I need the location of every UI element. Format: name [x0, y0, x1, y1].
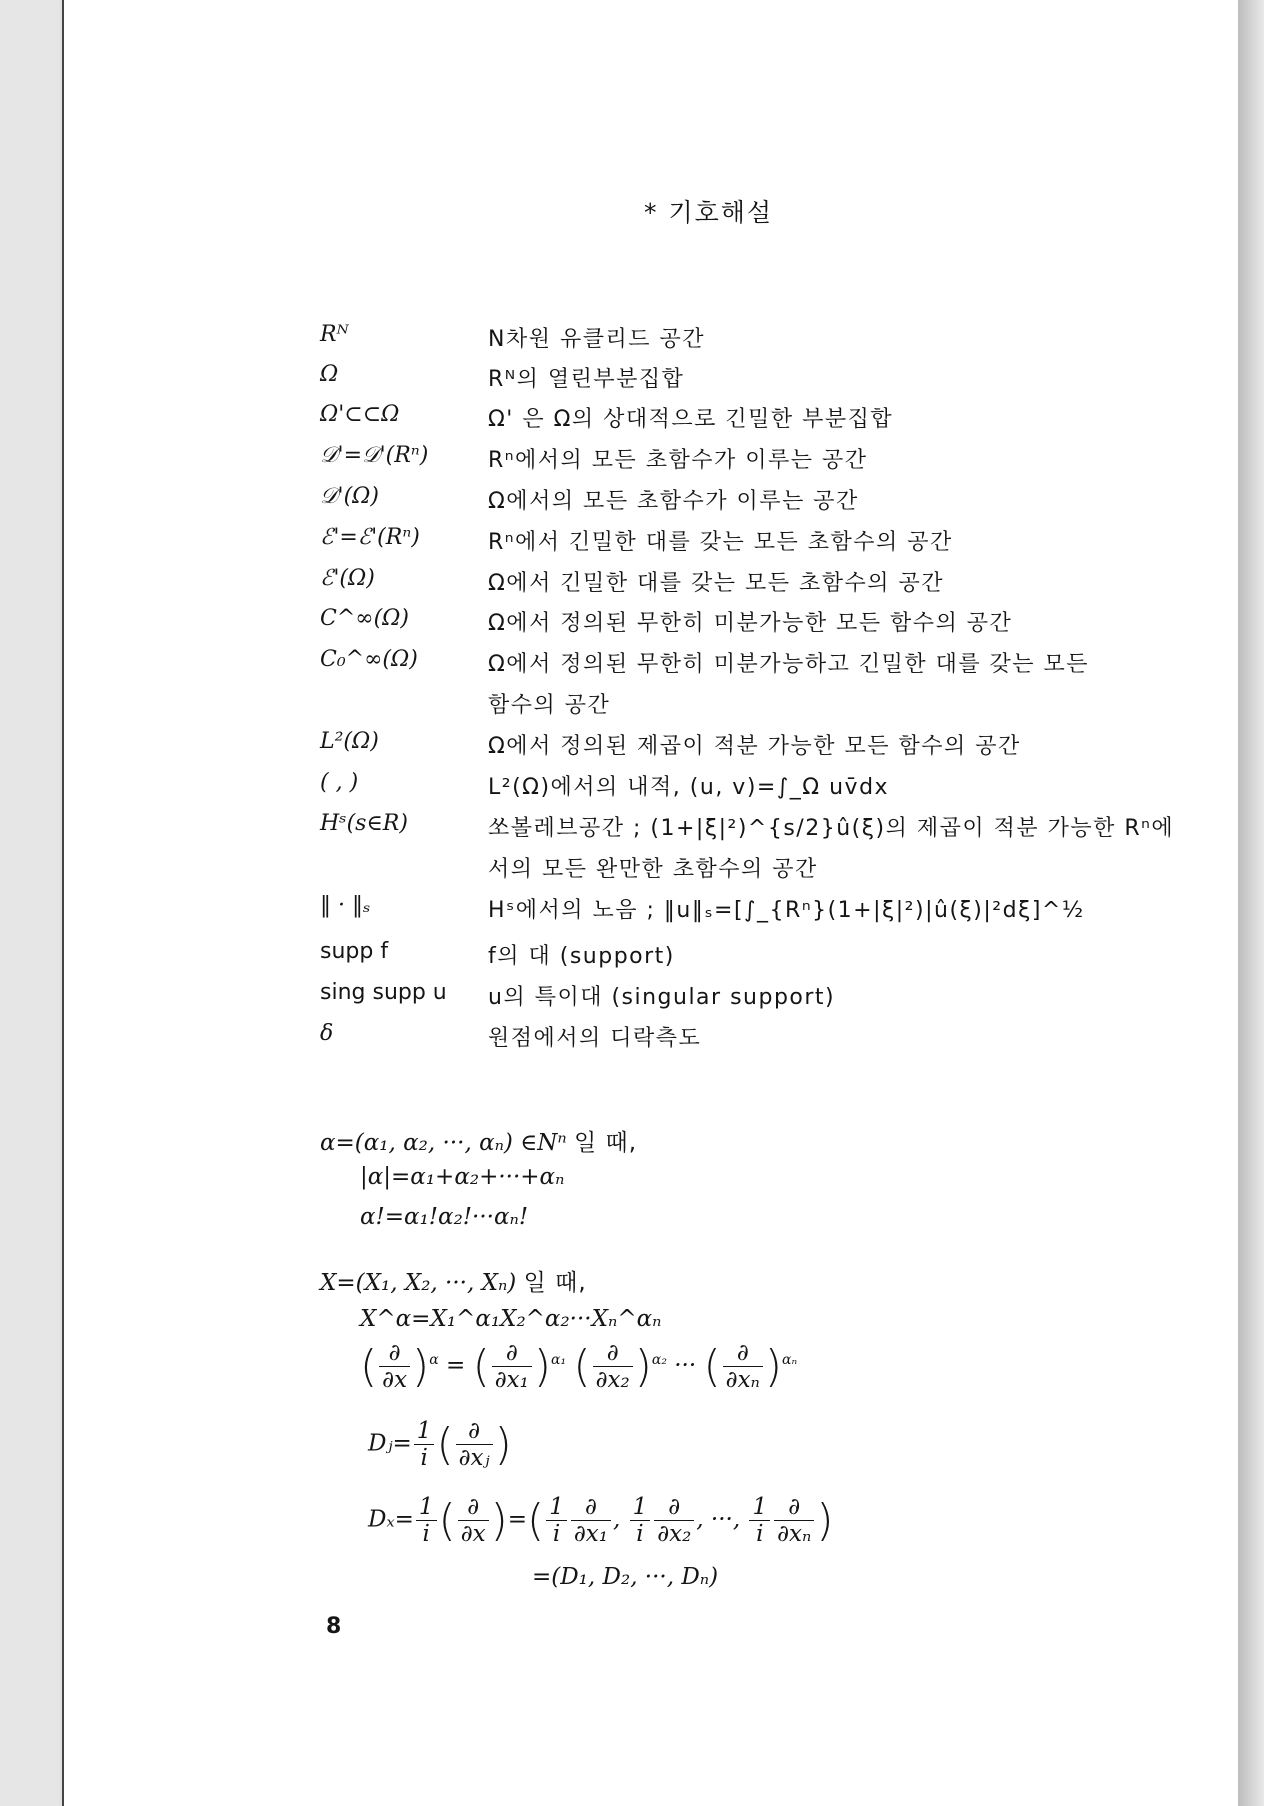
- symbol-description: Rⁿ에서 긴밀한 대를 갖는 모든 초함수의 공간: [488, 530, 953, 555]
- symbol-row: [320, 980, 1220, 1020]
- symbol-row: [320, 402, 1220, 442]
- variables-intro-text: 일 때,: [523, 1270, 587, 1296]
- multi-index-definition: α=(α₁, α₂, ···, αₙ) ∈Nⁿ: [320, 1130, 567, 1156]
- symbol: 𝒟'=𝒟'(Rⁿ): [320, 443, 429, 468]
- symbol-description: Hˢ에서의 노음 ; ‖u‖ₛ=[∫_{Rⁿ}(1+|ξ|²)|û(ξ)|²dξ]^½: [488, 898, 1085, 923]
- symbol-row: [320, 1021, 1220, 1061]
- symbol: C^∞(Ω): [320, 606, 409, 631]
- symbol-row: [320, 362, 1220, 402]
- symbol-row: [320, 606, 1220, 646]
- symbol-description: Ω에서의 모든 초함수가 이루는 공간: [488, 489, 859, 514]
- symbol-row: [320, 939, 1220, 979]
- variables-power: X^α=X₁^α₁X₂^α₂···Xₙ^αₙ: [360, 1306, 662, 1332]
- page-number: 8: [326, 1614, 342, 1639]
- page-title: * 기호해설: [644, 198, 774, 227]
- symbol-row: [320, 443, 1220, 483]
- dj-formula: Dⱼ= $\frac{1}{i}$ ( $\frac{\partial}{\text{∂xⱼ}}$ ): [368, 1418, 512, 1471]
- symbol: ℰ'(Ω): [320, 566, 375, 591]
- symbol-description: L²(Ω)에서의 내적, (u, v)=∫_Ω uv̄dx: [488, 775, 890, 800]
- symbol-description: 원점에서의 디락측도: [488, 1026, 702, 1051]
- book-page: [62, 0, 1240, 1806]
- symbol-row: [320, 770, 1220, 810]
- symbol: C₀^∞(Ω): [320, 647, 418, 672]
- symbol: Ω'⊂⊂Ω: [320, 402, 400, 427]
- page-edge: [1238, 0, 1264, 1806]
- symbol-row: [320, 525, 1220, 565]
- symbol-row: [320, 647, 1220, 687]
- symbol-description: Ω에서 정의된 제곱이 적분 가능한 모든 함수의 공간: [488, 734, 1021, 759]
- symbol-description: Ω에서 정의된 무한히 미분가능한 모든 함수의 공간: [488, 611, 1013, 636]
- symbol-row: [320, 322, 1220, 362]
- symbol-description: u의 특이대 (singular support): [488, 985, 836, 1010]
- multi-index-intro-text: 일 때,: [574, 1130, 638, 1156]
- symbol: δ: [320, 1021, 334, 1046]
- symbol-row: [320, 811, 1220, 851]
- symbol-row: [320, 484, 1220, 524]
- symbol-row: [320, 566, 1220, 606]
- symbol-row: [320, 893, 1220, 933]
- symbol-row-continuation: [320, 852, 1220, 892]
- symbol: sing supp u: [320, 980, 447, 1005]
- symbol: Hˢ(s∈R): [320, 811, 408, 836]
- symbol-row: [320, 729, 1220, 769]
- symbol: ( , ): [320, 770, 359, 795]
- multi-index-intro: [320, 1124, 637, 1157]
- symbol-description: Ω' 은 Ω의 상대적으로 긴밀한 부분집합: [488, 407, 894, 432]
- symbol-description: N차원 유클리드 공간: [488, 327, 705, 352]
- symbol-description: f의 대 (support): [488, 944, 675, 969]
- symbol: 𝒟'(Ω): [320, 484, 380, 509]
- dx-formula-result: =(D₁, D₂, ···, Dₙ): [532, 1564, 719, 1590]
- symbol: Rᴺ: [320, 322, 349, 347]
- symbol-description: Rⁿ에서의 모든 초함수가 이루는 공간: [488, 448, 868, 473]
- multi-index-abs: |α|=α₁+α₂+···+αₙ: [360, 1164, 565, 1190]
- symbol-description: Ω에서 긴밀한 대를 갖는 모든 초함수의 공간: [488, 571, 945, 596]
- symbol: ‖ · ‖ₛ: [320, 893, 371, 918]
- variables-definition: X=(X₁, X₂, ···, Xₙ): [320, 1270, 517, 1296]
- symbol-description: Ω에서 정의된 무한히 미분가능하고 긴밀한 대를 갖는 모든: [488, 652, 1090, 677]
- symbol: Ω: [320, 362, 339, 387]
- variables-intro: [320, 1264, 587, 1297]
- multi-index-factorial: α!=α₁!α₂!···αₙ!: [360, 1204, 529, 1230]
- symbol: supp f: [320, 939, 389, 964]
- symbol-description-continued: 함수의 공간: [488, 693, 611, 718]
- symbol-description: 쏘볼레브공간 ; (1+|ξ|²)^{s/2}û(ξ)의 제곱이 적분 가능한 Rⁿ에: [488, 816, 1175, 841]
- dx-formula: Dₓ= $\frac{1}{i}$ ( $\frac{\partial}{\partial x}$ )=( $\frac{1}{i}$ $\frac{\partial}{\text{∂x₁}}$ , $\frac{1}{i}$ $\frac{\partial}{\text{∂x₂}}$ , ···, $\frac{1}{i}$ $\frac{\partial}{\text{∂xₙ}}$ ): [368, 1494, 834, 1547]
- symbol: L²(Ω): [320, 729, 379, 754]
- symbol: ℰ'=ℰ'(Rⁿ): [320, 525, 420, 550]
- symbol-description: Rᴺ의 열린부분집합: [488, 367, 685, 392]
- symbol-row-continuation: [320, 688, 1220, 728]
- symbol-description-continued: 서의 모든 완만한 초함수의 공간: [488, 857, 818, 882]
- partial-power-formula: ( $\frac{\partial}{\partial x}$ )$^\alpha$ = ( $\frac{\partial}{\text{∂x₁}}$ )$^{\alpha_1}$ ( $\frac{\partial}{\text{∂x₂}}$ )$^{\alpha_2}$ ··· ( $\frac{\partial}{\text{∂xₙ}}$ )$^{\alpha_n}$: [360, 1340, 798, 1393]
